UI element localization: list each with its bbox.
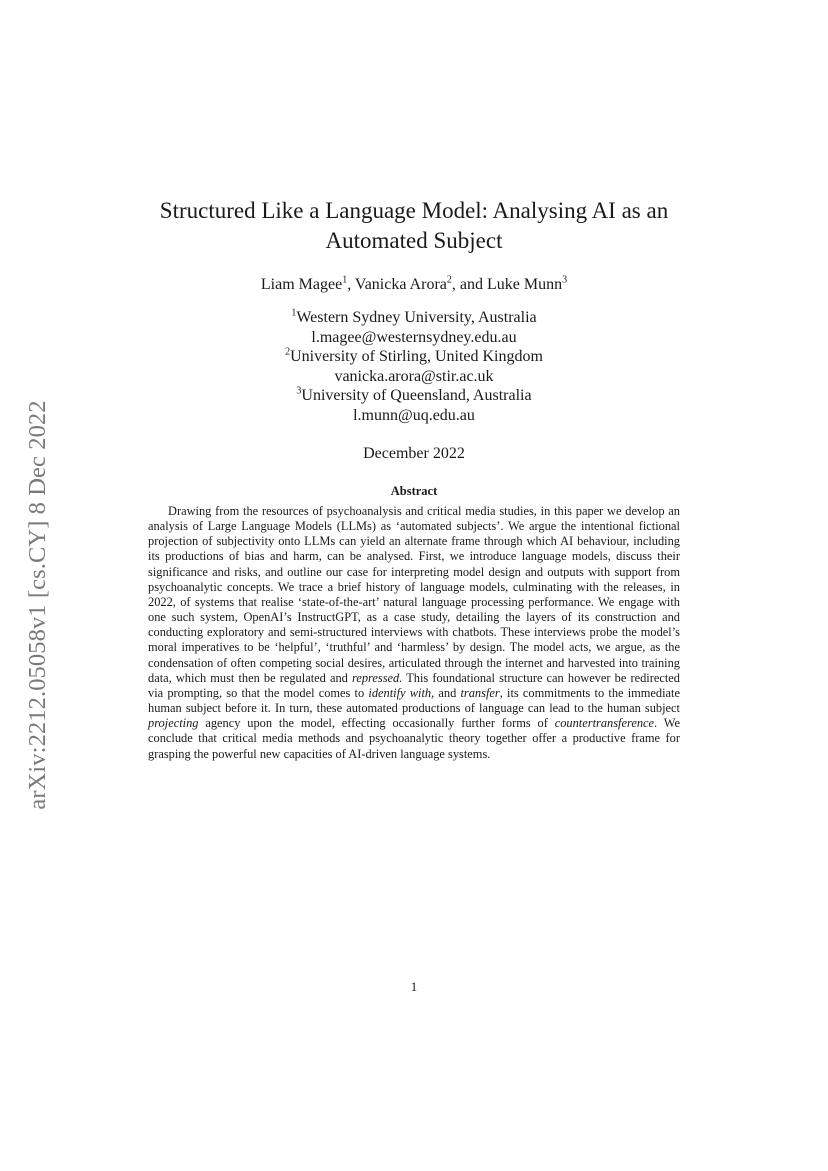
abstract-text: , and [431, 685, 461, 700]
abstract-emphasis: transfer [460, 685, 500, 700]
affiliation-email: vanicka.arora@stir.ac.uk [334, 367, 494, 385]
author-affiliation-mark: 2 [446, 274, 452, 286]
abstract-emphasis: countertransference [554, 716, 655, 731]
affiliation-institution-name: Western Sydney University, Australia [296, 309, 537, 326]
affiliation-institution [100, 308, 728, 328]
abstract-emphasis: identify with [368, 685, 432, 700]
affiliation-mark: 3 [296, 385, 302, 397]
abstract-text: , its commitments to the immediate human subject before it. In turn, these automated productions of language can lead to the human subject [148, 685, 681, 716]
author-list [100, 274, 728, 296]
page-number: 1 [410, 979, 418, 994]
affiliation-institution-name: University of Stirling, United Kingdom [290, 348, 543, 365]
abstract-text: This foundational structure can however be redirected via prompting, so that the model comes to [148, 670, 680, 700]
abstract-emphasis: projecting [148, 716, 199, 731]
affiliation-list [100, 308, 728, 425]
author-affiliation-mark: 1 [342, 274, 348, 286]
paper-title-line-2: Automated Subject [325, 228, 503, 253]
author-name: Vanicka Arora [354, 276, 447, 293]
paper-title [100, 196, 728, 256]
arxiv-identifier-text: arXiv:2212.05058v1 [cs.CY] 8 Dec 2022 [24, 400, 51, 810]
abstract-heading: Abstract [390, 484, 438, 498]
paper-title-line-1: Structured Like a Language Model: Analysing AI as an [159, 198, 669, 223]
affiliation-email: l.munn@uq.edu.au [353, 406, 475, 424]
abstract-body [148, 504, 680, 762]
publication-date: December 2022 [363, 445, 465, 462]
abstract-text: . We conclude that critical media methods and psychoanalytic theory together offer a productive frame for grasping the powerful new capacities of AI-driven language systems. [148, 716, 680, 761]
affiliation-institution [100, 386, 728, 406]
author-separator: , [347, 276, 355, 293]
author-affiliation-mark: 3 [562, 274, 568, 286]
author-name: Liam Magee [260, 276, 343, 293]
abstract-text: agency upon the model, effecting occasionally further forms of [198, 716, 555, 731]
affiliation-mark: 1 [291, 307, 297, 319]
affiliation-institution-name: University of Queensland, Australia [301, 387, 532, 404]
affiliation-email: l.magee@westernsydney.edu.au [311, 328, 517, 346]
affiliation-mark: 2 [285, 346, 291, 358]
abstract-emphasis: repressed. [351, 670, 403, 685]
abstract-text: Drawing from the resources of psychoanalysis and critical media studies, in this paper we develop an analysis of Large Language Models (LLMs) as ‘automated subjects’. We argue the intentional fictional projection of subjectivity onto LLMs can yield an alternate frame through which AI behaviour, including its productions of bias and harm, can be analysed. First, we introduce language models, discuss their significance and risks, and outline our case for interpreting model design and outputs with support from psychoanalytic concepts. We trace a brief history of language models, culminating with the releases, in 2022, of systems that realise ‘state-of-the-art’ natural language processing performance. We engage with one such system, OpenAI’s InstructGPT, as a case study, detailing the layers of its construction and conducting exploratory and semi-structured interviews with chatbots. These interviews probe the model’s moral imperatives to be ‘helpful’, ‘truthful’ and ‘harmless’ by design. The model acts, we argue, as the condensation of often competing social desires, articulated through the internet and harvested into training data, which must then be regulated and [148, 504, 680, 685]
author-separator: , and [451, 276, 487, 293]
arxiv-identifier-stamp [18, 365, 58, 845]
author-name: Luke Munn [486, 276, 563, 293]
affiliation-institution [100, 347, 728, 367]
